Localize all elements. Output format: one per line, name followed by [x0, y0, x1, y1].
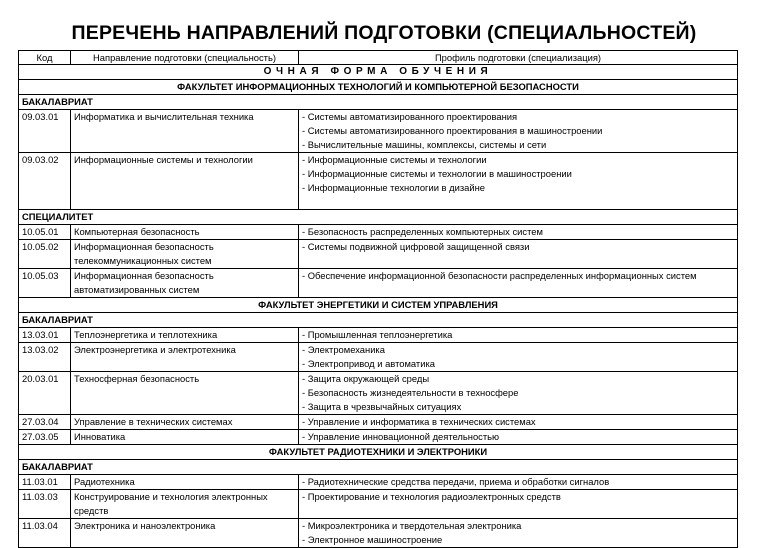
direction-line: Электроэнергетика и электротехника [74, 344, 236, 355]
program-code: 27.03.04 [19, 415, 71, 430]
program-profiles [299, 269, 738, 298]
study-form-row [19, 65, 738, 80]
direction-line: Компьютерная безопасность [74, 226, 200, 237]
profile-item: - Электромеханика [302, 344, 385, 355]
level-name: БАКАЛАВРИАТ [19, 95, 738, 110]
program-code: 11.03.04 [19, 519, 71, 548]
program-code: 09.03.01 [19, 110, 71, 153]
table-row [19, 153, 738, 210]
level-row [19, 95, 738, 110]
program-code: 13.03.02 [19, 343, 71, 372]
direction-line: Техносферная безопасность [74, 373, 200, 384]
table-row [19, 430, 738, 445]
direction-line: телекоммуникационных систем [74, 255, 212, 266]
table-row [19, 475, 738, 490]
faculty-row [19, 298, 738, 313]
profile-item: - Информационные технологии в дизайне [302, 182, 485, 193]
program-profiles [299, 519, 738, 548]
profile-item: - Безопасность жизнедеятельности в техносфере [302, 387, 519, 398]
profile-item: - Электронное машиностроение [302, 534, 443, 545]
direction-line: Информационная безопасность [74, 241, 214, 252]
program-profiles [299, 430, 738, 445]
program-direction [71, 240, 299, 269]
table-row [19, 372, 738, 415]
faculty-row [19, 80, 738, 95]
table-row [19, 240, 738, 269]
program-direction [71, 343, 299, 372]
program-code: 11.03.03 [19, 490, 71, 519]
level-row [19, 210, 738, 225]
profile-item: - Проектирование и технология радиоэлектронных средств [302, 491, 561, 502]
profile-item: - Управление инновационной деятельностью [302, 431, 500, 442]
program-code: 09.03.02 [19, 153, 71, 210]
direction-line: Информационная безопасность [74, 270, 214, 281]
direction-line: Электроника и наноэлектроника [74, 520, 216, 531]
program-profiles [299, 415, 738, 430]
header-direction: Направление подготовки (специальность) [71, 51, 299, 65]
table-row [19, 328, 738, 343]
program-code: 27.03.05 [19, 430, 71, 445]
profile-item: - Управление и информатика в технических системах [302, 416, 536, 427]
level-name: БАКАЛАВРИАТ [19, 460, 738, 475]
header-code: Код [19, 51, 71, 65]
direction-line: Информатика и вычислительная техника [74, 111, 254, 122]
program-direction [71, 269, 299, 298]
level-row [19, 460, 738, 475]
profile-item: - Системы автоматизированного проектирования в машиностроении [302, 125, 603, 136]
profile-item: - Системы подвижной цифровой защищенной связи [302, 241, 530, 252]
program-code: 10.05.02 [19, 240, 71, 269]
direction-line: автоматизированных систем [74, 284, 200, 295]
program-direction [71, 372, 299, 415]
table-row [19, 490, 738, 519]
program-code: 13.03.01 [19, 328, 71, 343]
table-header-row [19, 51, 738, 65]
program-profiles [299, 110, 738, 153]
program-profiles [299, 490, 738, 519]
blank-line [302, 195, 734, 209]
faculty-name: ФАКУЛЬТЕТ РАДИОТЕХНИКИ И ЭЛЕКТРОНИКИ [19, 445, 738, 460]
direction-line: Информационные системы и технологии [74, 154, 253, 165]
table-row [19, 269, 738, 298]
program-code: 10.05.01 [19, 225, 71, 240]
level-name: БАКАЛАВРИАТ [19, 313, 738, 328]
directions-table [18, 50, 738, 548]
profile-item: - Информационные системы и технологии в машиностроении [302, 168, 572, 179]
program-direction [71, 430, 299, 445]
profile-item: - Радиотехнические средства передачи, приема и обработки сигналов [302, 476, 610, 487]
level-row [19, 313, 738, 328]
program-profiles [299, 343, 738, 372]
program-profiles [299, 328, 738, 343]
profile-item: - Информационные системы и технологии [302, 154, 487, 165]
program-code: 11.03.01 [19, 475, 71, 490]
profile-item: - Защита окружающей среды [302, 373, 430, 384]
faculty-name: ФАКУЛЬТЕТ ИНФОРМАЦИОННЫХ ТЕХНОЛОГИЙ И КОМПЬЮТЕРНОЙ БЕЗОПАСНОСТИ [19, 80, 738, 95]
program-direction [71, 519, 299, 548]
level-name: СПЕЦИАЛИТЕТ [19, 210, 738, 225]
table-row [19, 110, 738, 153]
study-form-label: ОЧНАЯ ФОРМА ОБУЧЕНИЯ [19, 65, 738, 80]
profile-item: - Электропривод и автоматика [302, 358, 435, 369]
faculty-row [19, 445, 738, 460]
direction-line: Теплоэнергетика и теплотехника [74, 329, 218, 340]
table-row [19, 519, 738, 548]
program-direction [71, 490, 299, 519]
program-direction [71, 153, 299, 210]
program-profiles [299, 240, 738, 269]
program-direction [71, 110, 299, 153]
header-profile: Профиль подготовки (специализация) [299, 51, 738, 65]
direction-line: Инноватика [74, 431, 126, 442]
program-profiles [299, 475, 738, 490]
profile-item: - Обеспечение информационной безопасности распределенных информационных систем [302, 270, 697, 281]
program-direction [71, 328, 299, 343]
program-direction [71, 475, 299, 490]
profile-item: - Промышленная теплоэнергетика [302, 329, 453, 340]
profile-item: - Безопасность распределенных компьютерных систем [302, 226, 543, 237]
direction-line: Управление в технических системах [74, 416, 233, 427]
profile-item: - Вычислительные машины, комплексы, системы и сети [302, 139, 547, 150]
table-row [19, 415, 738, 430]
program-direction [71, 225, 299, 240]
profile-item: - Микроэлектроника и твердотельная электроника [302, 520, 522, 531]
program-code: 10.05.03 [19, 269, 71, 298]
program-direction [71, 415, 299, 430]
profile-item: - Системы автоматизированного проектирования [302, 111, 518, 122]
page-title: ПЕРЕЧЕНЬ НАПРАВЛЕНИЙ ПОДГОТОВКИ (СПЕЦИАЛЬНОСТЕЙ) [71, 22, 697, 44]
faculty-name: ФАКУЛЬТЕТ ЭНЕРГЕТИКИ И СИСТЕМ УПРАВЛЕНИЯ [19, 298, 738, 313]
table-row [19, 343, 738, 372]
direction-line: средств [74, 505, 109, 516]
program-profiles [299, 153, 738, 210]
direction-line: Радиотехника [74, 476, 135, 487]
table-row [19, 225, 738, 240]
direction-line: Конструирование и технология электронных [74, 491, 268, 502]
program-profiles [299, 225, 738, 240]
profile-item: - Защита в чрезвычайных ситуациях [302, 401, 462, 412]
program-code: 20.03.01 [19, 372, 71, 415]
program-profiles [299, 372, 738, 415]
